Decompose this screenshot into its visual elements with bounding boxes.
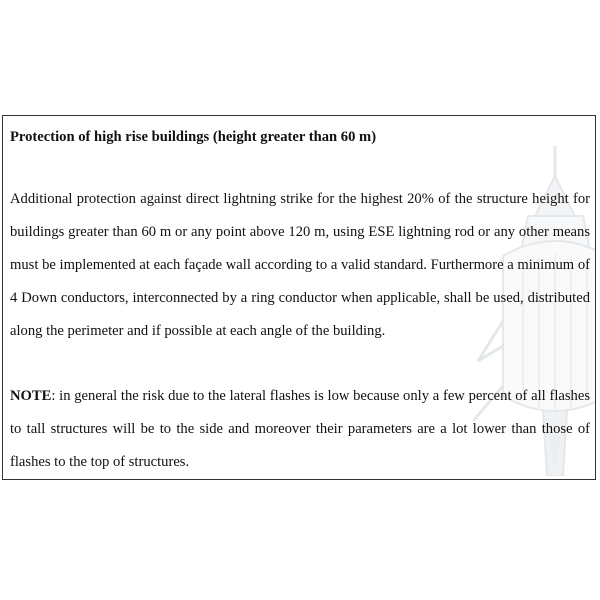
note-label: NOTE [10, 388, 52, 404]
note-text: : in general the risk due to the lateral flashes is low because only a few percent of all flashes to tall structures will be to the side and moreover their parameters are a lot lower than those of flashes to the top of structures. [10, 388, 590, 470]
note-paragraph [10, 380, 590, 479]
document-box [2, 115, 596, 480]
body-paragraph: Additional protection against direct lightning strike for the highest 20% of the structure height for buildings greater than 60 m or any point above 120 m, using ESE lightning rod or any other means must be implemented at each façade wall according to a valid standard. Furthermore a minimum of 4 Down conductors, interconnected by a ring conductor when applicable, shall be used, distributed along the perimeter and if possible at each angle of the building. [10, 191, 590, 339]
document-title: Protection of high rise buildings (height greater than 60 m) [10, 129, 377, 145]
